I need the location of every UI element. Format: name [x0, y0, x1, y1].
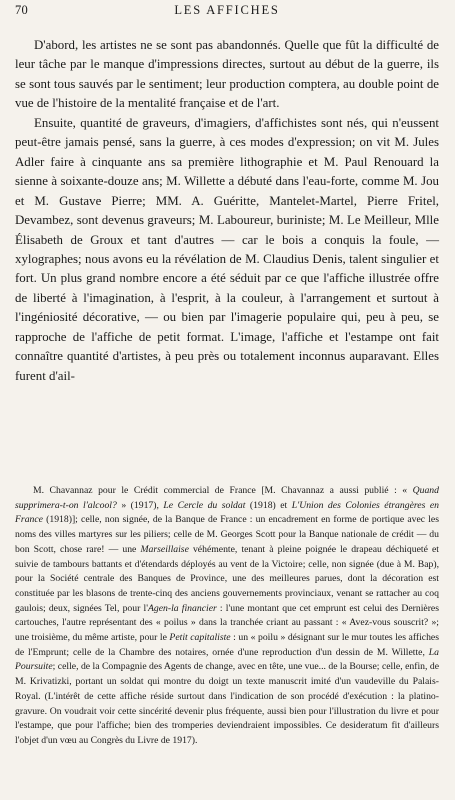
footnote-text: (1918)]; celle, non signée, de la Banque de France : un encadrement en forme de portique avec les noms des villes martyres sur les piliers; celle de M. Georges Scott pour la Banque nationale de crédit — du bon Scott, chose rare! — une — [15, 514, 439, 555]
page-header — [15, 3, 439, 21]
main-text — [15, 36, 439, 386]
footnote-title-italic: Agen-la financier — [147, 602, 217, 614]
footnote-text: ; celle, de la Compagnie des Agents de change, avec en tête, une vue... de la Bourse; celle, enfin, de M. Krivatizki, portant un soldat qui montre du doigt un texte manuscrit imité d'un vaudeville du Palais-Royal. (L'intérêt de cette affiche réside surtout dans l'indication de son procédé d'exécution : la platino-gravure. On voudrait voir cette sincérité devenir plus fréquente, aussi bien pour l'illustration du livre et pour l'estampe, que pour l'affiche; bien des tromperies deviendraient impossibles. Ce desideratum fit d'ailleurs l'objet d'un vœu au Congrès du Livre de 1917). — [15, 661, 439, 746]
footnote-title-italic: La Poursuite — [15, 646, 439, 673]
footnote — [15, 484, 439, 749]
footnote-title-italic: Petit capitaliste — [169, 632, 231, 644]
footnote-text: M. Chavannaz pour le Crédit commercial de France [M. Chavannaz a aussi publié : « — [33, 485, 413, 496]
paragraph: D'abord, les artistes ne se sont pas abandonnés. Quelle que fût la difficulté de leur tâche par le manque d'impressions directes, surtout au début de la guerre, ils se sont tous sauvés par le sentiment; leur production comptera, au double point de vue de l'histoire de la mentalité française et de l'art. — [15, 38, 439, 111]
footnote-title-italic: Marseillaise — [140, 543, 189, 555]
footnote-title-italic: Quand supprimera-t-on l'alcool? — [15, 485, 439, 511]
footnote-title-italic: L'Union des Colonies étrangères en France — [15, 499, 439, 526]
footnote-text: : l'une montant que cet emprunt est celui des Dernières cartouches, l'autre représentant des « poilus » dans la tranchée criant au passant : « Avez-vous souscrit? »; une troisième, du même artiste, pour le — [15, 602, 439, 644]
paragraph: Ensuite, quantité de graveurs, d'imagiers, d'affichistes sont nés, qui n'eussent peut-être jamais pensé, sans la guerre, à ces modes d'expression; on vit M. Jules Adler faire à cinquante ans sa première lithographie et M. Paul Renouard la sienne à soixante-douze ans; M. Willette a débuté dans l'eau-forte, comme M. Jou et M. Gustave Pierre; MM. A. Guéritte, Mantelet-Martel, Pierre Fritel, Devambez, sont devenus graveurs; M. Laboureur, buriniste; M. Le Meilleur, Mlle Élisabeth de Groux et tant d'autres — car le bois a conquis la foule, — xylographes; nous avons eu la révélation de M. Claudius Denis, talent singulier et fort. Un plus grand nombre encore a été séduit par ce que l'affiche illustrée offre de liberté à l'imagination, à l'esprit, à la couleur, à l'arrangement et surtout à l'ingéniosité décorative, — ou bien par l'imagerie populaire qui, peu à peu, se rapproche de l'affiche de petit format. L'image, l'affiche et l'estampe ont fait connaître quantité d'artistes, à peu près ou totalement inconnus auparavant. Elles furent d'ail- — [15, 115, 439, 383]
footnote-text: (1918) et — [245, 499, 292, 511]
footnote-text: véhémente, tenant à pleine poignée le drapeau déchiqueté et suivie de tambours battants et d'étendards déployés au vent de la Victoire; celle, non signée (due à M. Bap), pour la Société centrale des Banques de Province, une des meilleures parues, dont la décoration est constituée par les blasons de trente-cinq des anciens gouvernements provinciaux, venant se rattacher au coq gaulois; deux, signées Tel, pour l' — [15, 543, 439, 614]
running-title: LES AFFICHES — [174, 3, 280, 17]
footnote-paragraph — [15, 484, 439, 749]
footnote-text: : un « poilu » désignant sur le mur toutes les affiches de l'Emprunt; celle de la Chambre des notaires, ornée d'une reproduction d'un dessin de M. Willette, — [15, 632, 440, 658]
footnote-title-italic: Le Cercle du soldat — [163, 499, 246, 511]
page-number: 70 — [15, 3, 28, 17]
footnote-text: » (1917), — [116, 499, 164, 511]
